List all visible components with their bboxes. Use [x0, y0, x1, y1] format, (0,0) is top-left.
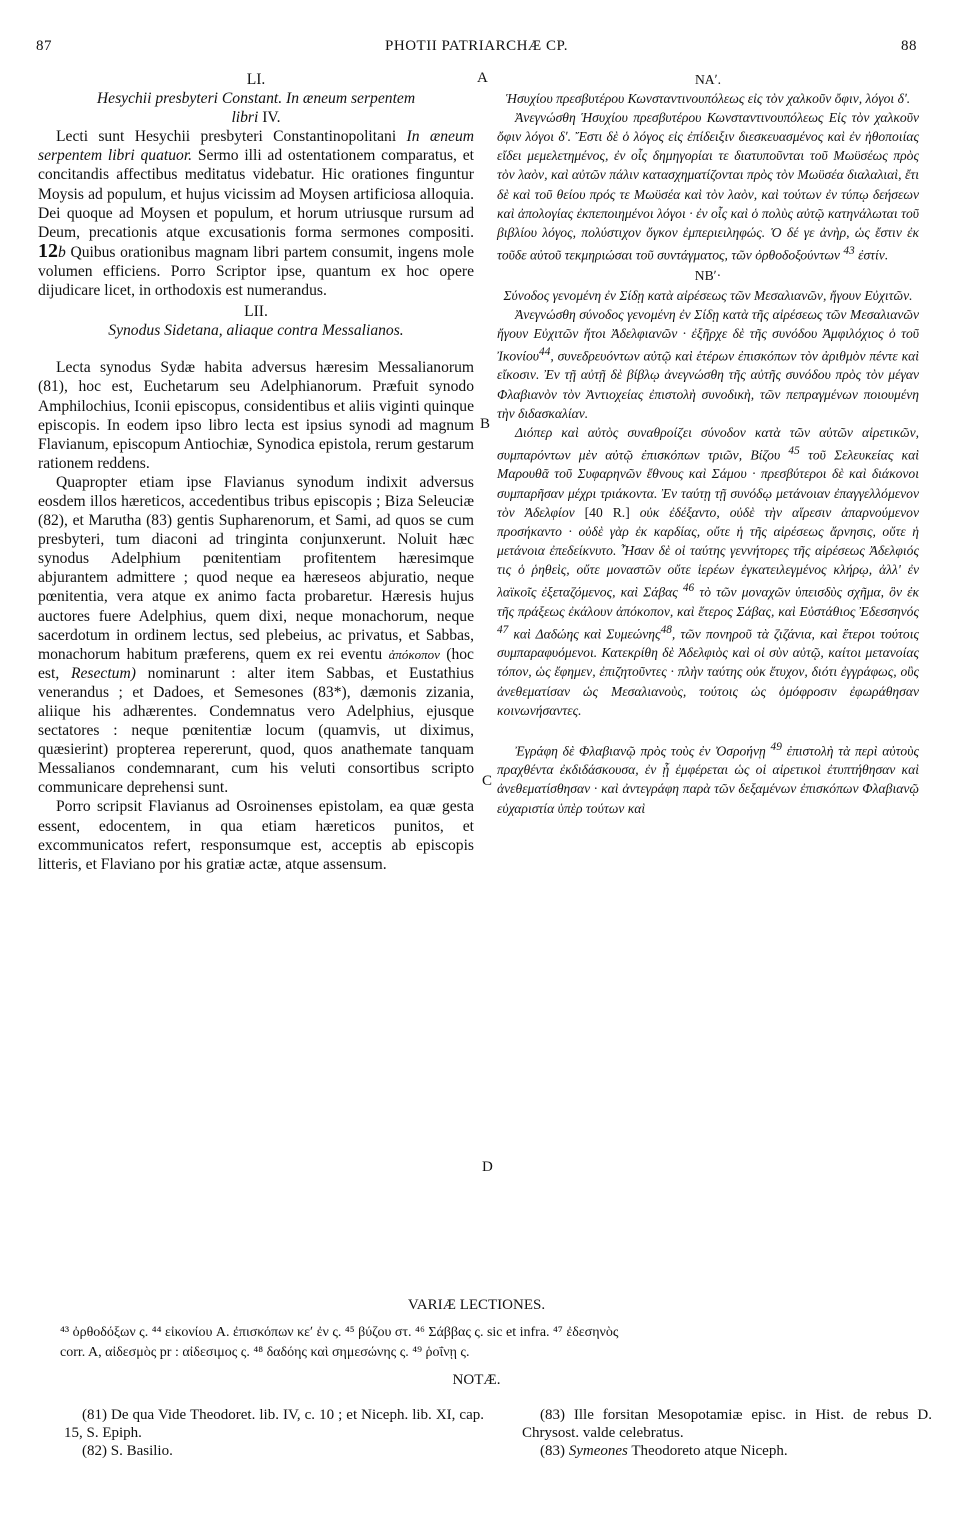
text-run: (83): [540, 1443, 565, 1459]
greek-term: ἀπόκοπον: [388, 646, 440, 662]
greek-heading-52: ΝΒʹ·: [694, 268, 722, 284]
notae-heading: NOTÆ.: [452, 1372, 501, 1388]
margin-letter-c: C: [482, 773, 493, 789]
paragraph-latin-4: Porro scripsit Flavianus ad Osroinenses epistolam, ea quæ gesta essent, edocentem, in qua etiam hæreticos punitos, et excommunicatos refert, responsumque est, acceptis ab episcopis litteris, et Flaviano por his gratiæ actæ, atque assensum.: [38, 798, 474, 873]
note-83: (83) Ille forsitan Mesopotamiæ episc. in Hist. de rebus D. Chrysost. valde celebratus.: [522, 1407, 932, 1441]
variant-ref: 49: [770, 740, 782, 753]
text-run: καὶ Δαδώης καὶ Συμεώνης: [513, 626, 661, 642]
variant-ref: 43: [843, 244, 855, 257]
text-run: nominarunt : alter item Sabbas, et Eustathius venerandus ; et Dadoes, et Semesones (83*), dæmonis zizania, aliique his adhærentes. Condemnatus vero Adelphius, ejusque sectatores : neque pœnitentiæ locum (quamvis, ut diximus, quæsierint) propterea repererunt, quod, quos anathemate tanquam Messalianos condemnarant, cum his veluti consortibus scripto communicare deprehensi sunt.: [38, 664, 474, 797]
text-run: Ἐγράφη δὲ Φλαβιανῷ πρὸς τοὺς ἐν Ὀσροήνῃ: [515, 743, 766, 759]
variant-ref: 44: [539, 345, 551, 358]
paragraph-latin-3: [38, 473, 474, 798]
paragraph-greek-2: [497, 305, 919, 423]
chapter-title-52: Synodus Sidetana, aliaque contra Messalianos.: [108, 322, 404, 340]
title-part: Hesychii presbyteri Constant. In æneum serpentem: [96, 90, 416, 108]
page-number-left: 87: [36, 38, 52, 54]
text-run: Symeones: [568, 1443, 628, 1459]
variae-heading: VARIÆ LECTIONES.: [407, 1297, 546, 1313]
notes-left: [64, 1406, 484, 1460]
text-run: Sermo illi ad ostentationem comparatus, et concitandis affectibus meditatus videbatur. Hic orationes finguntur Moysis ad populum, et hujus vicissim ad Moysen artificiosa alloquia. Dei quoque ad Moysen et populum, et horum utriusque rursum ad Deum, precationis atque excusationis forma sermones compositi.: [38, 147, 474, 241]
text-run: (hoc est,: [38, 645, 474, 682]
text-run: τοῦ Σελευκείας καὶ Μαρουθᾶ τοῦ Συφαρηνῶν ἔθνους καὶ Σάμου · πρεσβύτεροι δὲ καὶ διάκονοι συμπαρῆσαν μέχρι τριάκοντα. Ἐν ταύτῃ τῇ συνόδῳ μετάνοιαν ἐπαγγελλόμενον τὸν Ἀδελφίον: [497, 447, 919, 520]
text-run: Theodoreto atque Niceph.: [631, 1443, 788, 1459]
notes-right: [522, 1406, 932, 1460]
paragraph-latin-1: [38, 127, 474, 300]
paragraph-greek-3: [497, 423, 919, 720]
note-83-star: [522, 1442, 932, 1460]
text-run: In æneum serpentem libri quatuor.: [38, 128, 474, 165]
folio-marker: 12: [38, 239, 58, 262]
text-run: Ἀνεγνώσθη σύνοδος γενομένη ἐν Σίδῃ κατὰ τῆς αἱρέσεως τῶν Μεσαλιανῶν ἤγουν Εὐχιτῶν ἤτοι Ἀδελφιανῶν · ἐξῆρχε δὲ τῆς συνόδου Ἀμφιλόχιος ὁ τοῦ Ἰκονίου: [497, 306, 919, 364]
note-81: (81) De qua Vide Theodoret. lib. IV, c. 10 ; et Niceph. lib. XI, cap. 15, S. Epiph.: [64, 1407, 484, 1441]
greek-title-51: Ἡσυχίου πρεσβυτέρου Κωνσταντινουπόλεως εἰς τὸν χαλκοῦν ὄφιν, λόγοι δʹ.: [505, 91, 911, 107]
chapter-heading-51: LI.: [246, 71, 266, 88]
paragraph-latin-2: Lecta synodus Sydæ habita adversus hæresim Messalianorum (81), hoc est, Euchetarum seu Adelphianorum. Præfuit synodo Amphilochius, Iconii episcopus, considentibus et aliis viginti quinque episcopis. In eodem ipso libro lecta est ipsius synodi ad magnum Flavianum, episcopum Antiochiæ, Synodica epistola, rerum gestarum rationem reddens.: [38, 359, 474, 472]
title-part: IV.: [262, 109, 281, 127]
variant-ref: 46: [682, 582, 695, 595]
text-run: Διόπερ καὶ αὐτὸς συναθροίζει σύνοδον κατὰ τῶν αὐτῶν αἱρετικῶν, συμπαρόντων μὲν αὐτῷ ἐπισκόπων τριῶν, Βίζου: [497, 424, 919, 463]
text-run: , τῶν πονηροῦ τὰ ζιζάνια, καὶ ἕτεροι τούτοις συμπαραφυόμενοι. Κατεκρίθη δὲ Ἀδελφιὸς καὶ οἱ σὺν αὐτῷ, καίτοι μετανοίας τόπον, ὡς ἔφημεν, ἐπιζητοῦντες · πλὴν ταύτης οὐκ ἔτυχον, διότι ἐγγράφως, οὓς ἀνεθεματίσαν ὡς Μεσαλιανοὺς, τούτοις ὡς ὁμόφροσιν ἐφωράθησαν κοινωνήσαντες.: [497, 626, 919, 718]
text-run: ἐπιστολὴ τὰ περὶ αὐτοὺς πραχθέντα ἐκδιδάσκουσα, ἐν ᾗ ἐμφέρεται ὡς οἱ αἱρετικοὶ ἐτυπτήθησαν καὶ ἀνεθεματίσθησαν · καὶ ἀντεγράφη παρὰ τῶν δεξαμένων ἐπισκόπων Φλαβιανῷ εὐχαριστία ὑπὲρ τούτων καὶ: [497, 743, 919, 816]
text-run: Quapropter etiam ipse Flavianus synodum indixit adversus eosdem illos hæreticos, accedentibus tribus episcopis ; Biza Seleuciæ (82), et Marutha (83) gentis Supharenorum, et Sami, ad quos se cum presbyteri, tum diaconi ad tringinta conjunxerunt. Noluit hæc synodus Adelphium pœnitentiam profitentem hæresimque abjurantem admittere ; quod neque ea hæreseos abjuratio, neque pœnitentia, vera atque ex animo facta probaretur. Hæresis hujus auctores fuere Adelphius, quem dixi, neque monachorum, neque sacerdotum in ordinem lectus, sed plebeius, ac privatus, et Sabbas, monachorum habitum præferens, quem ex rei eventu: [38, 473, 474, 663]
greek-heading-51: ΝΑʹ.: [694, 72, 721, 87]
variae-line: corr. A, αἰδεσμὸς pr : αἰδεσιμος ς. ⁴⁸ δαδόης καὶ σημεσώνης ς. ⁴⁹ ῥοΐνῃ ς.: [60, 1345, 470, 1360]
text-run: οὐκ ἐδέξαντο, οὐδὲ τὴν αἵρεσιν ἀπαρνούμενον προσήκαντο · οὐδὲ γὰρ ἐκ καρδίας, οὔτε ἡ τῆς αἱρέσεως ἄρνησις, οὔτε ἡ μετάνοια ἐπεδείκνυτο. Ἦσαν δὲ οἱ ταύτης γεννήτορες τῆς αἱρέσεως Ἀδελφιός τις ὁ ῥηθεὶς, οὔτε μοναστῶν οὔτε ἱερέων ἐγκατειλεγμένος κλήρῳ, ἀλλ' ἐν λαϊκοῖς ἐξεταζόμενος, καὶ Σάβας: [497, 504, 919, 600]
greek-title-52: Σύνοδος γενομένη ἐν Σίδῃ κατὰ αἱρέσεως τῶν Μεσαλιανῶν, ἤγουν Εὐχιτῶν.: [503, 287, 913, 303]
variant-ref: 48: [660, 623, 672, 636]
variae-line: ⁴³ ὀρθοδόξων ς. ⁴⁴ εἰκονίου A. ἐπισκόπων κεʹ ἐν ς. ⁴⁵ βύζου στ. ⁴⁶ Σάββας ς. sic et infra. ⁴⁷ ἐδεσηνὸς: [60, 1325, 619, 1340]
text-run: Resectum): [70, 664, 136, 682]
page-reference: [40 R.]: [584, 504, 630, 520]
text-run: Quibus orationibus magnam libri partem consumit, ingens mole volumen efficiens. Porro Scriptor ipse, quantum ex hoc opere dijudicare licet, in orthodoxis est numerandus.: [38, 243, 474, 300]
text-run: ἐστίν.: [858, 247, 889, 263]
chapter-title-51: [38, 89, 474, 127]
variant-ref: 47: [497, 623, 509, 636]
text-run: τὸ τῶν μοναχῶν ὑπεισδὺς σχῆμα, ὃν ἐκ τῆς πράξεως ἐκάλουν ἀπόκοπον, καὶ ἕτερος Σάβας, καὶ Εὐστάθιος Ἐδεσσηνός: [497, 584, 919, 619]
text-run: Lecti sunt Hesychii presbyteri Constantinopolitani: [56, 128, 397, 146]
text-run: Ἀνεγνώσθη Ἡσυχίου πρεσβυτέρου Κωνσταντινουπόλεως Εἰς τὸν χαλκοῦν ὄφιν λόγοι δʹ. Ἔστι δὲ ὁ λόγος εἰς ἐπίδειξιν διεσκευασμένος καὶ ἐν ἠθοποιίας εἴδει μεμελετημένος, ἐν οἷς δημηγορίαι τε διατυποῦνται τοῦ Μωϋσέως πρὸς τὸν λαὸν, καὶ αὐτῶν πάλιν κατασχηματίζονται πρὸς τὸν Μωϋσέα διαλαλιαὶ, ἔτι δὲ καὶ τοῦ θείου πρός τε Μωϋσέα καὶ τὸν λαὸν, καὶ τούτων ἐν τύπῳ δεήσεων καὶ ἀπολογίας ἐκπεποιημένοι λόγοι · ἐν οἷς καὶ ὁ πολὺς αὐτῷ κατηνάλωται τοῦ βιβλίου λόγος, πολύστιχον ὄγκον ἐμπεριειληφώς. Ὁ δέ γε ἀνὴρ, ὡς ἔστιν ἐκ τοῦδε αὐτοῦ τεκμηριώσαι τοῦ συντάγματος, τῶν ὀρθοδοξούντων: [497, 110, 919, 263]
spacer: [38, 340, 474, 358]
margin-letter-a: A: [477, 70, 488, 86]
latin-column: [38, 70, 474, 874]
margin-letter-d: D: [482, 1159, 493, 1175]
text-run: , συνεδρευόντων αὐτῷ καὶ ἑτέρων ἐπισκόπων τὸν ἀριθμὸν πέντε καὶ εἴκοσιν. Ἐν τῇ αὐτῇ δὲ βίβλῳ ἀνεγνώσθη τῆς αὐτῆς συνόδου πρὸς τὸν μέγαν Φλαβιανὸν τὸν Ἀντιοχείας ἐπιστολὴ συνοδικὴ, τῶν πεπραγμένων ποιουμένη τὴν διδασκαλίαν.: [497, 348, 919, 421]
folio-marker-sup: b: [58, 243, 66, 261]
page-number-right: 88: [901, 38, 917, 54]
chapter-heading-52: LII.: [244, 303, 268, 321]
paragraph-greek-1: [497, 108, 919, 264]
title-part: libri: [231, 109, 259, 127]
greek-column: [497, 70, 919, 818]
running-title: PHOTII PATRIARCHÆ CP.: [385, 38, 568, 54]
variae-lectiones: [60, 1323, 920, 1363]
spacer: [497, 720, 919, 738]
note-82: (82) S. Basilio.: [82, 1443, 173, 1459]
margin-letter-b: B: [480, 416, 491, 432]
paragraph-greek-4: [497, 738, 919, 818]
variant-ref: 45: [788, 444, 800, 457]
